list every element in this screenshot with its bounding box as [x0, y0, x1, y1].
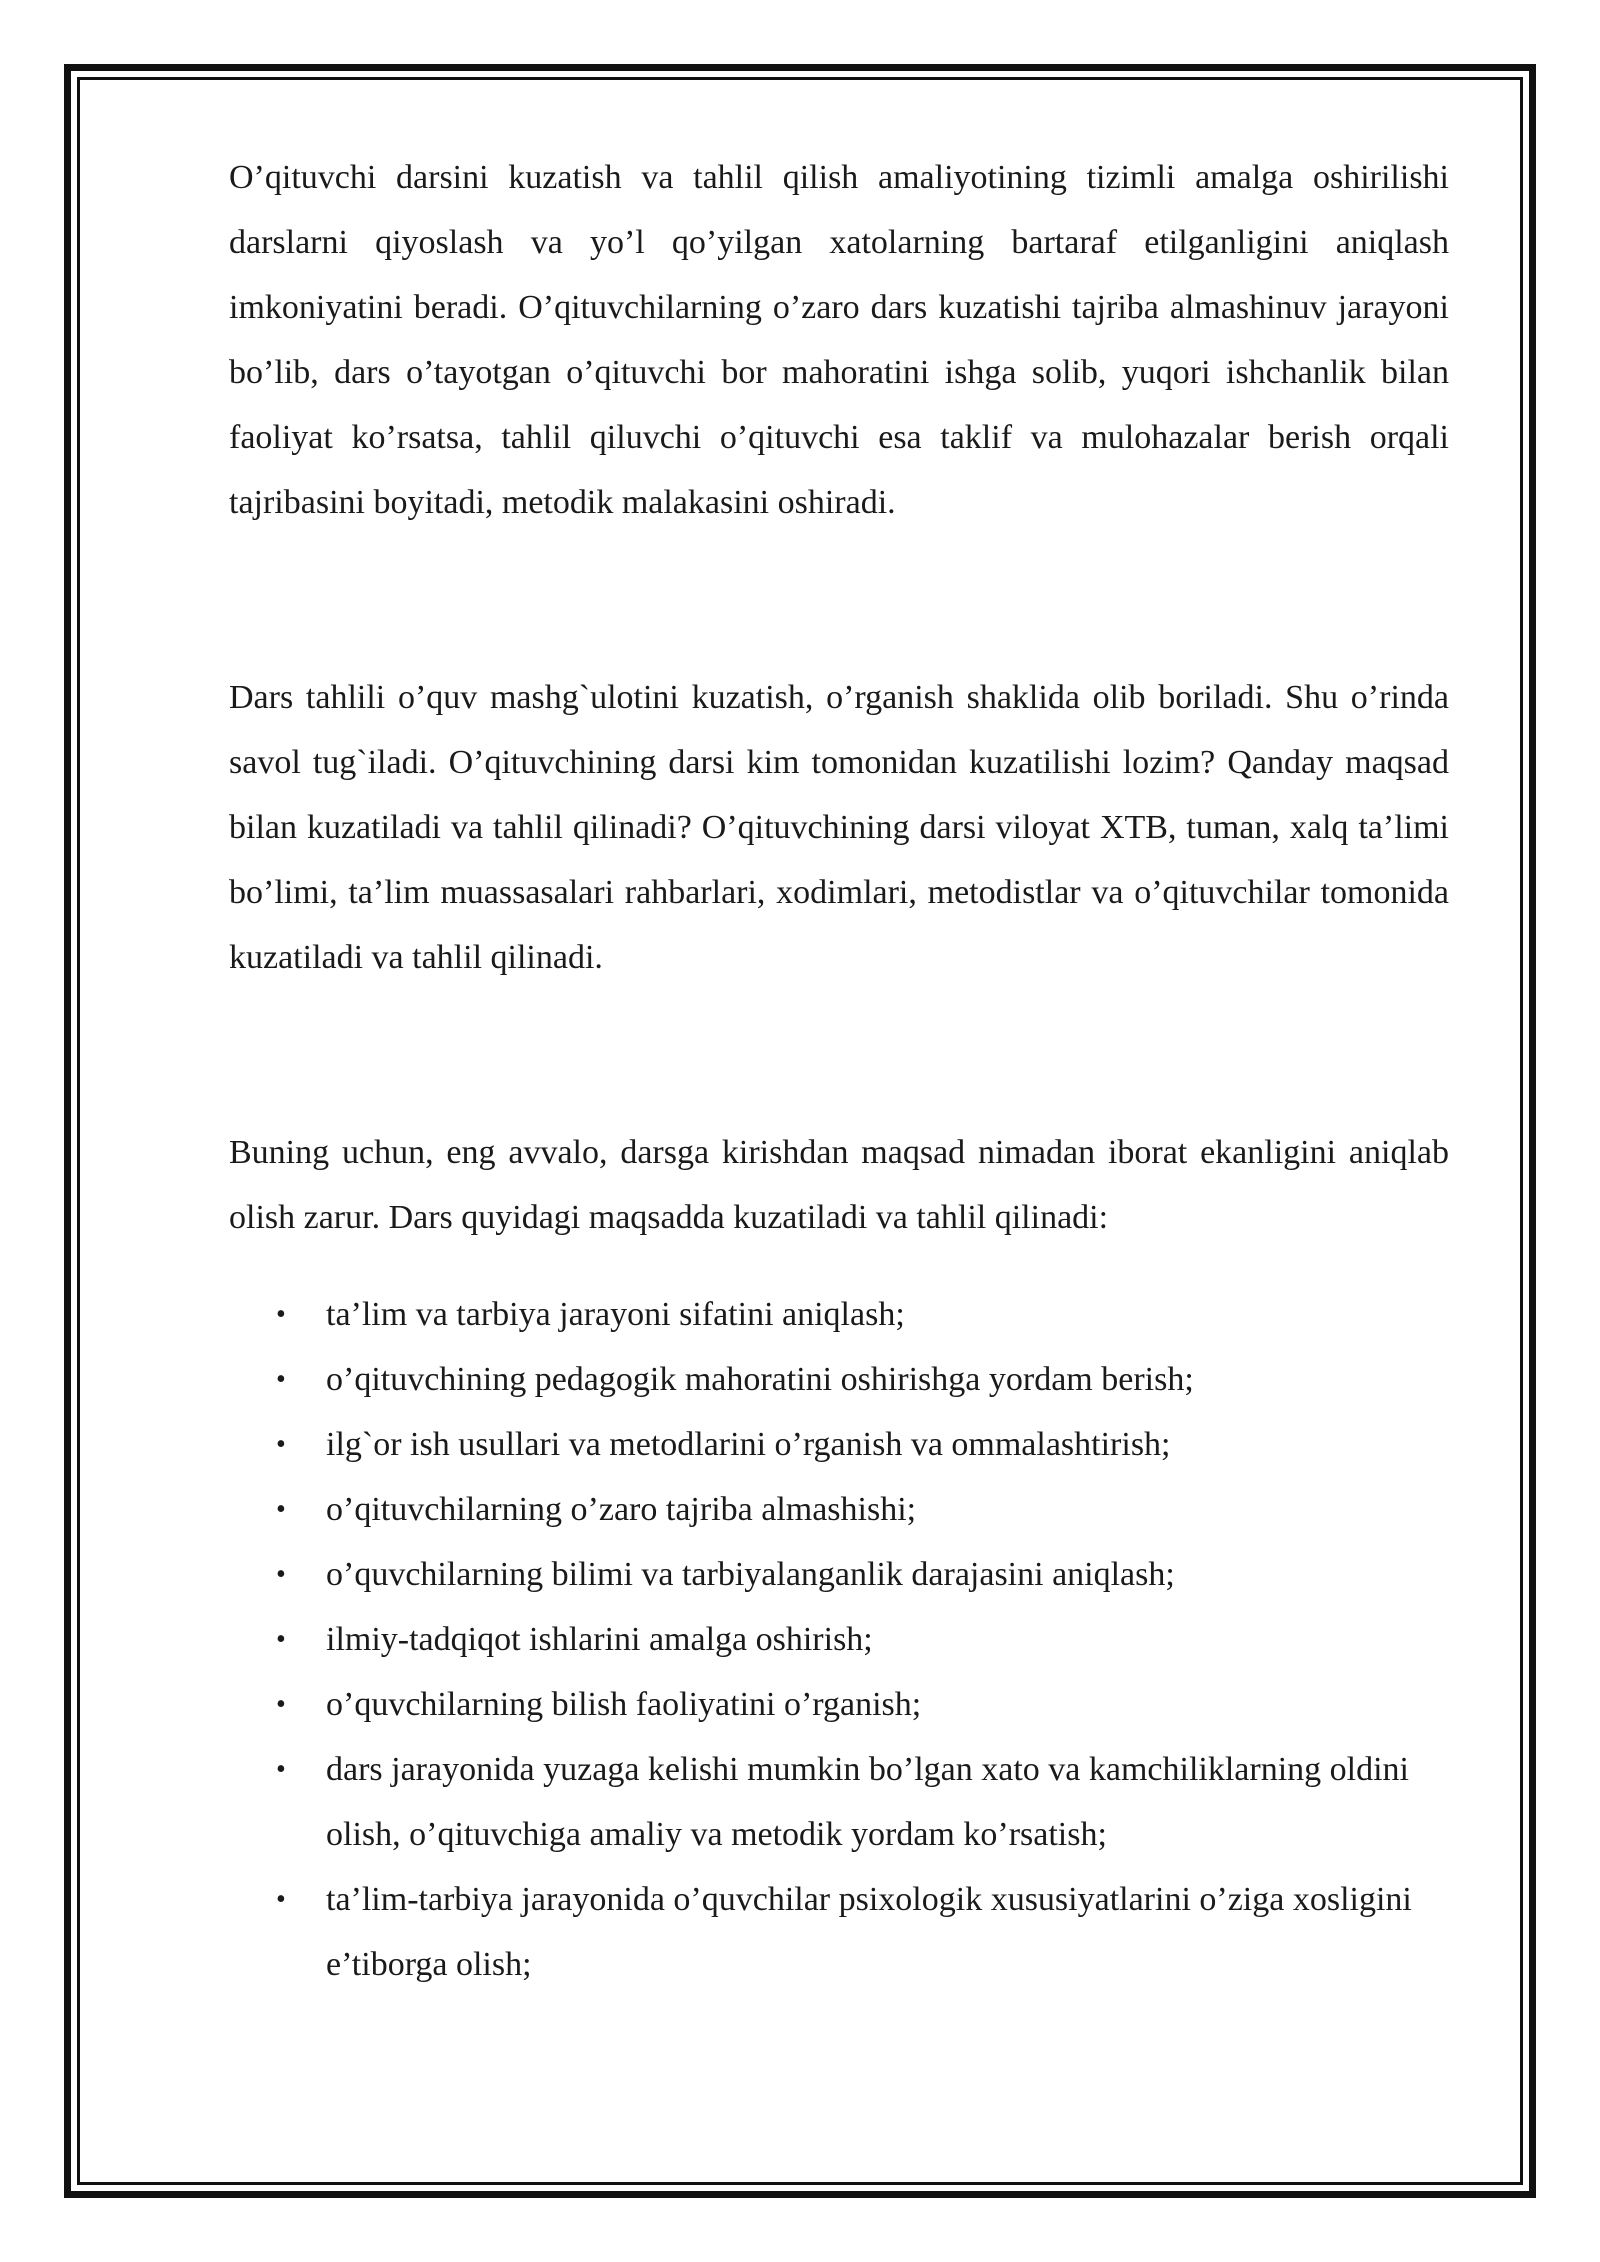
paragraph-2: Dars tahlili o’quv mashg`ulotini kuzatish, o’rganish shaklida olib boriladi. Shu o’rinda savol tug`iladi. O’qituvchining darsi kim tomonidan kuzatilishi lozim? Qanday maqsad bilan kuzatiladi va tahlil qilinadi? O’qituvchining darsi viloyat XTB, tuman, xalq ta’limi bo’limi, ta’lim muassasalari rahbarlari, xodimlari, metodistlar va o’qituvchilar tomonida kuzatiladi va tahlil qilinadi. [229, 679, 1449, 976]
list-item-text: ilg`or ish usullari va metodlarini o’rganish va ommalashtirish; [326, 1426, 1171, 1463]
list-item-text: dars jarayonida yuzaga kelishi mumkin bo’lgan xato va kamchiliklarning oldini olish, o’qituvchiga amaliy va metodik yordam ko’rsatish; [326, 1751, 1410, 1853]
spacer [229, 535, 1449, 665]
document-body [229, 145, 1449, 1997]
spacer [229, 1250, 1449, 1282]
bullet-icon: • [276, 1884, 286, 1915]
list-item [229, 1542, 1449, 1607]
bullet-icon: • [276, 1364, 286, 1395]
list-item-text: o’quvchilarning bilimi va tarbiyalanganlik darajasini aniqlash; [326, 1556, 1175, 1593]
spacer [229, 990, 1449, 1120]
list-item-text: o’qituvchining pedagogik mahoratini oshirishga yordam berish; [326, 1361, 1194, 1398]
list-item-text: ta’lim va tarbiya jarayoni sifatini aniqlash; [326, 1296, 905, 1333]
list-item [229, 1607, 1449, 1672]
list-item-text: ilmiy-tadqiqot ishlarini amalga oshirish; [326, 1621, 873, 1658]
bullet-list [229, 1282, 1449, 1997]
bullet-icon: • [276, 1754, 286, 1785]
list-item-text: o’qituvchilarning o’zaro tajriba almashishi; [326, 1491, 917, 1528]
list-item [229, 1347, 1449, 1412]
bullet-icon: • [276, 1429, 286, 1460]
list-item-text: o’quvchilarning bilish faoliyatini o’rganish; [326, 1686, 922, 1723]
list-item [229, 1282, 1449, 1347]
list-item-text: ta’lim-tarbiya jarayonida o’quvchilar psixologik xususiyatlarini o’ziga xosligini e’tiborga olish; [326, 1881, 1412, 1983]
list-item [229, 1672, 1449, 1737]
bullet-icon: • [276, 1624, 286, 1655]
bullet-icon: • [276, 1299, 286, 1330]
paragraph-1: O’qituvchi darsini kuzatish va tahlil qilish amaliyotining tizimli amalga oshirilishi darslarni qiyoslash va yo’l qo’yilgan xatolarning bartaraf etilganligini aniqlash imkoniyatini beradi. O’qituvchilarning o’zaro dars kuzatishi tajriba almashinuv jarayoni bo’lib, dars o’tayotgan o’qituvchi bor mahoratini ishga solib, yuqori ishchanlik bilan faoliyat ko’rsatsa, tahlil qiluvchi o’qituvchi esa taklif va mulohazalar berish orqali tajribasini boyitadi, metodik malakasini oshiradi. [229, 159, 1449, 521]
paragraph-3: Buning uchun, eng avvalo, darsga kirishdan maqsad nimadan iborat ekanligini aniqlab olish zarur. Dars quyidagi maqsadda kuzatiladi va tahlil qilinadi: [229, 1134, 1449, 1236]
list-item [229, 1412, 1449, 1477]
list-item [229, 1737, 1449, 1867]
list-item [229, 1867, 1449, 1997]
list-item [229, 1477, 1449, 1542]
bullet-icon: • [276, 1689, 286, 1720]
bullet-icon: • [276, 1494, 286, 1525]
bullet-icon: • [276, 1559, 286, 1590]
